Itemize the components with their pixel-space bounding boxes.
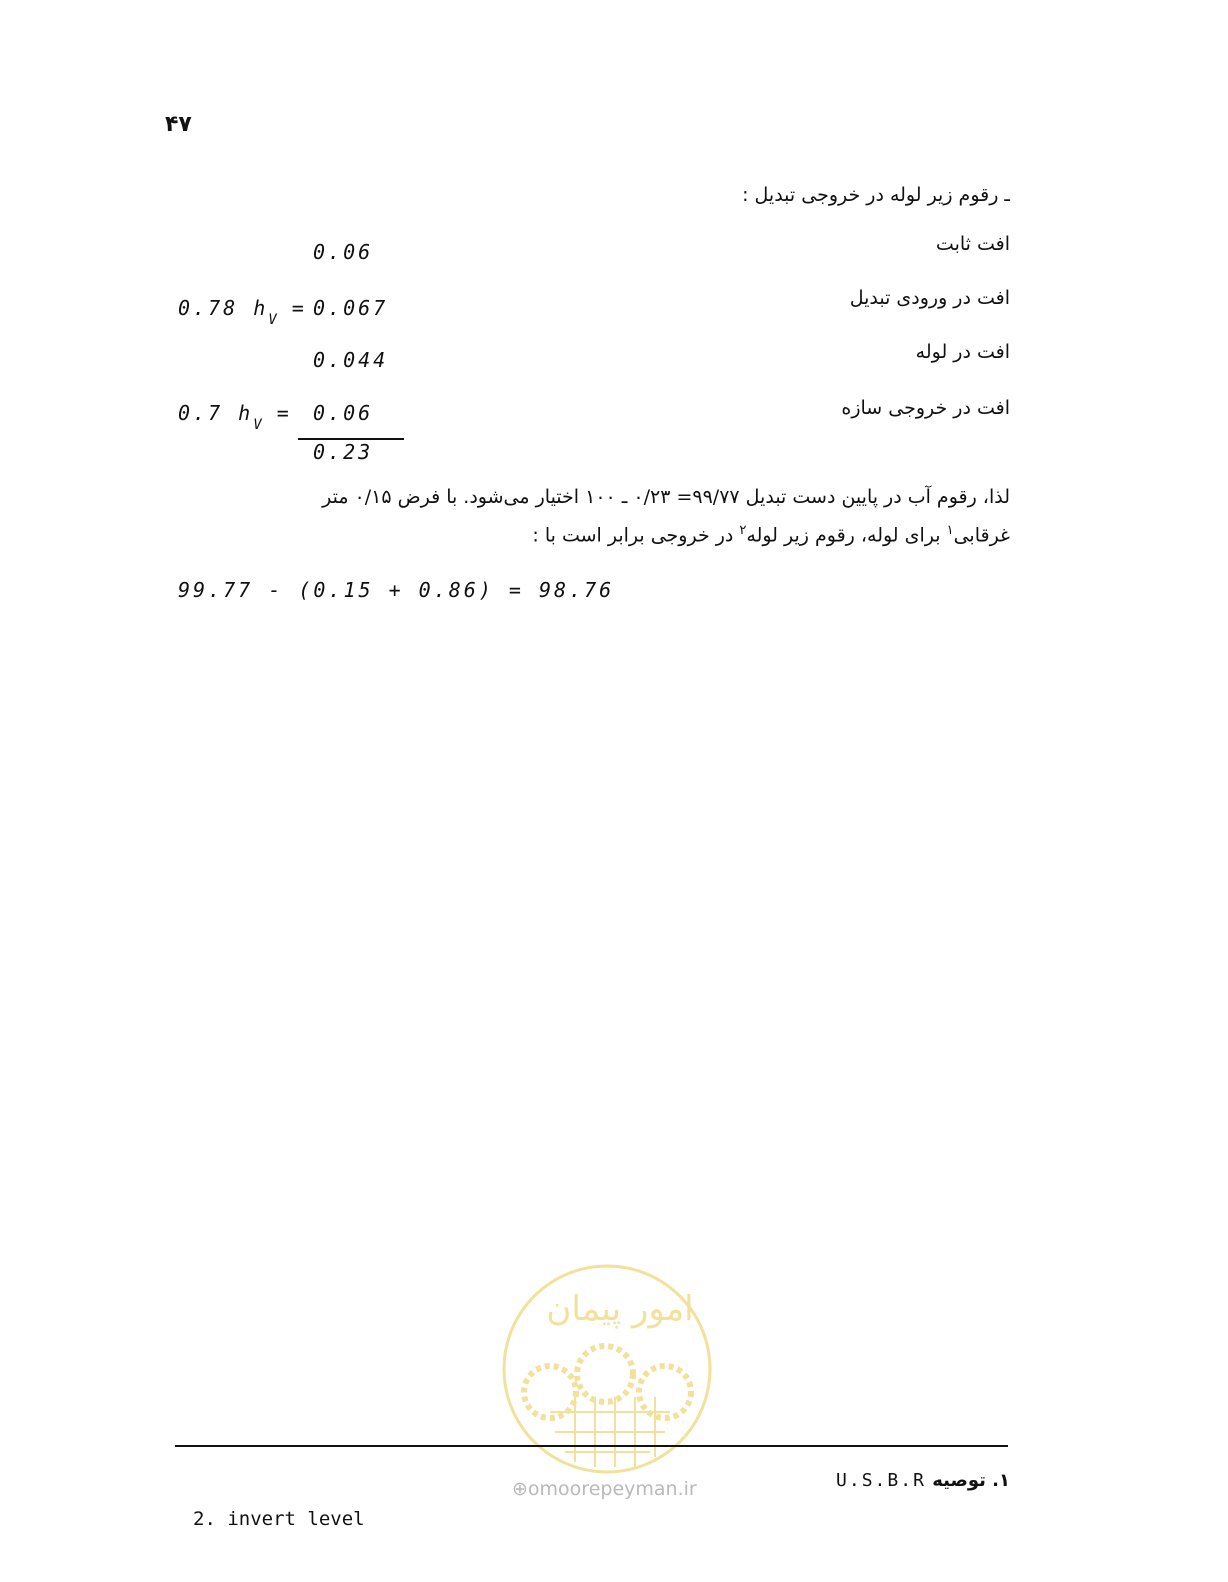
watermark-logo-text: امور پیمان: [546, 1289, 694, 1329]
value-fixed-loss: 0.06: [313, 240, 374, 264]
row-label-pipe-loss: افت در لوله: [915, 341, 1010, 363]
paragraph-line-1: لذا، رقوم آب در پایین دست تبدیل ۹۹/۷۷= ۰/۲۳ ـ ۱۰۰ اختیار می‌شود. با فرض ۰/۱۵ متر: [322, 486, 1010, 508]
value-pipe-loss: 0.044: [313, 348, 389, 372]
row-label-fixed-loss: افت ثابت: [935, 233, 1010, 255]
body-paragraph: [170, 480, 1010, 552]
total-value: 0.23: [313, 440, 374, 464]
paragraph-line-2: غرقابی$^۱$ برای لوله، رقوم زیر لوله$^۲$ در خروجی برابر است با :: [532, 523, 1010, 547]
watermark-url: ⊕omoorepeyman.ir: [512, 1478, 697, 1500]
globe-icon: ⊕: [512, 1478, 528, 1500]
section-heading: ـ رقوم زیر لوله در خروجی تبدیل :: [742, 184, 1010, 206]
row-label-outlet-loss: افت در خروجی سازه: [841, 397, 1010, 419]
footnote-2: 2. invert level: [193, 1508, 365, 1530]
footnote-rule: [175, 1445, 1008, 1447]
equation: 99.77 - (0.15 + 0.86) = 98.76: [178, 578, 615, 602]
value-outlet-loss: 0.06: [313, 401, 374, 425]
formula-inlet-loss: 0.78 $h_V$ =: [178, 296, 307, 328]
formula-outlet-loss: 0.7 $h_V$ =: [178, 401, 292, 433]
value-inlet-loss: 0.067: [313, 296, 389, 320]
footnote-ref-1: ۱: [946, 523, 954, 538]
row-label-inlet-loss: افت در ورودی تبدیل: [849, 287, 1010, 309]
page-number: ۴۷: [165, 112, 192, 137]
footnote-ref-2: ۲: [739, 523, 747, 538]
footnote-1: ۱. توصیه U.S.B.R: [836, 1470, 1010, 1491]
